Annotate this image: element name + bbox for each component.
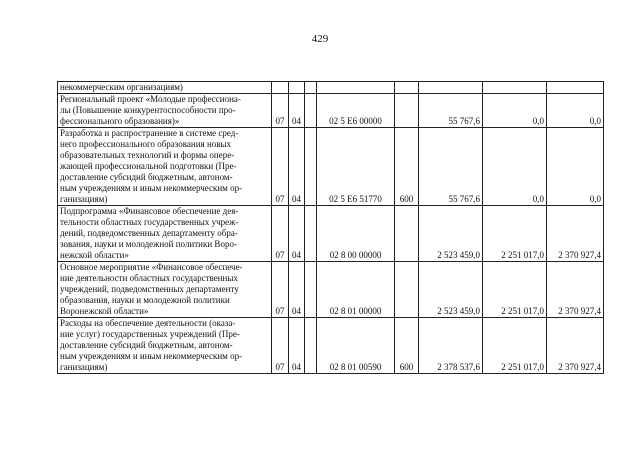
amount-year-2: 2 251 017,0	[483, 262, 547, 318]
amount-year-3: 0,0	[547, 128, 604, 206]
target-article-code: 02 8 01 00000	[317, 262, 395, 318]
row-name: Расходы на обеспечение деятельности (оказа- ние услуг) государственных учреждений (Пре- доставление субсидий бюджетным, автоном- ным учреждениям и иным некоммерческим ор- ганизациям)	[60, 318, 243, 372]
expense-type-code	[395, 262, 419, 318]
row-name-cell	[58, 206, 272, 262]
row-name: Подпрограмма «Финансовое обеспечение дея- тельности областных государственных учреж- дений, подведомственных департаменту обра- зования, науки и молодежной политики Воро- нежской области»	[60, 206, 239, 260]
page-number: 429	[311, 33, 329, 45]
rz-code: 04	[289, 94, 305, 128]
amount-year-1: 55 767,6	[419, 94, 483, 128]
expense-type-code	[395, 206, 419, 262]
pr-code	[305, 318, 317, 374]
row-name: Разработка и распространение в системе сред- него профессионального образования новых образовательных технологий и формы опере- жающей профессиональной подготовки (Пре- доставление субсидий бюджетным, автоном- ным учреждениям и иным некоммерческим ор- ганизациям)	[60, 128, 243, 204]
row-name-cell	[58, 94, 272, 128]
amount-year-2	[483, 82, 547, 94]
amount-year-2: 0,0	[483, 128, 547, 206]
amount-year-3: 2 370 927,4	[547, 206, 604, 262]
target-article-code: 02 5 Е6 00000	[317, 94, 395, 128]
rz-code	[289, 82, 305, 94]
target-article-code	[317, 82, 395, 94]
target-article-code: 02 5 Е6 51770	[317, 128, 395, 206]
rz-code: 04	[289, 128, 305, 206]
row-name: Основное мероприятие «Финансовое обеспече- ние деятельности областных государственных учреждений, подведомственных департаменту образования, науки и молодежной политики Воронежской области»	[60, 262, 243, 316]
table-row	[58, 128, 604, 206]
row-name-cell	[58, 128, 272, 206]
amount-year-1: 2 378 537,6	[419, 318, 483, 374]
amount-year-3	[547, 82, 604, 94]
pr-code	[305, 206, 317, 262]
amount-year-2: 2 251 017,0	[483, 318, 547, 374]
row-name-cell	[58, 82, 272, 94]
table-row	[58, 262, 604, 318]
pr-code	[305, 82, 317, 94]
amount-year-3: 2 370 927,4	[547, 262, 604, 318]
amount-year-1: 2 523 459,0	[419, 262, 483, 318]
rz-code: 04	[289, 206, 305, 262]
target-article-code: 02 8 00 00000	[317, 206, 395, 262]
table-row	[58, 206, 604, 262]
amount-year-1	[419, 82, 483, 94]
target-article-code: 02 8 01 00590	[317, 318, 395, 374]
table-row	[58, 318, 604, 374]
expense-type-code	[395, 94, 419, 128]
row-name: Региональный проект «Молодые профессиона- лы (Повышение конкурентоспособности про- фессионального образования)»	[60, 94, 241, 126]
gr-code: 07	[272, 262, 289, 318]
gr-code: 07	[272, 318, 289, 374]
amount-year-3: 0,0	[547, 94, 604, 128]
row-name-cell	[58, 318, 272, 374]
amount-year-1: 55 767,6	[419, 128, 483, 206]
gr-code: 07	[272, 206, 289, 262]
amount-year-2: 2 251 017,0	[483, 206, 547, 262]
row-name: некоммерческим организациям)	[60, 82, 183, 92]
rz-code: 04	[289, 262, 305, 318]
gr-code: 07	[272, 128, 289, 206]
pr-code	[305, 128, 317, 206]
row-name-cell	[58, 262, 272, 318]
amount-year-2: 0,0	[483, 94, 547, 128]
budget-table	[57, 81, 604, 374]
expense-type-code	[395, 82, 419, 94]
gr-code	[272, 82, 289, 94]
expense-type-code: 600	[395, 318, 419, 374]
table-row	[58, 94, 604, 128]
table-row	[58, 82, 604, 94]
pr-code	[305, 94, 317, 128]
expense-type-code: 600	[395, 128, 419, 206]
gr-code: 07	[272, 94, 289, 128]
amount-year-1: 2 523 459,0	[419, 206, 483, 262]
rz-code: 04	[289, 318, 305, 374]
amount-year-3: 2 370 927,4	[547, 318, 604, 374]
pr-code	[305, 262, 317, 318]
